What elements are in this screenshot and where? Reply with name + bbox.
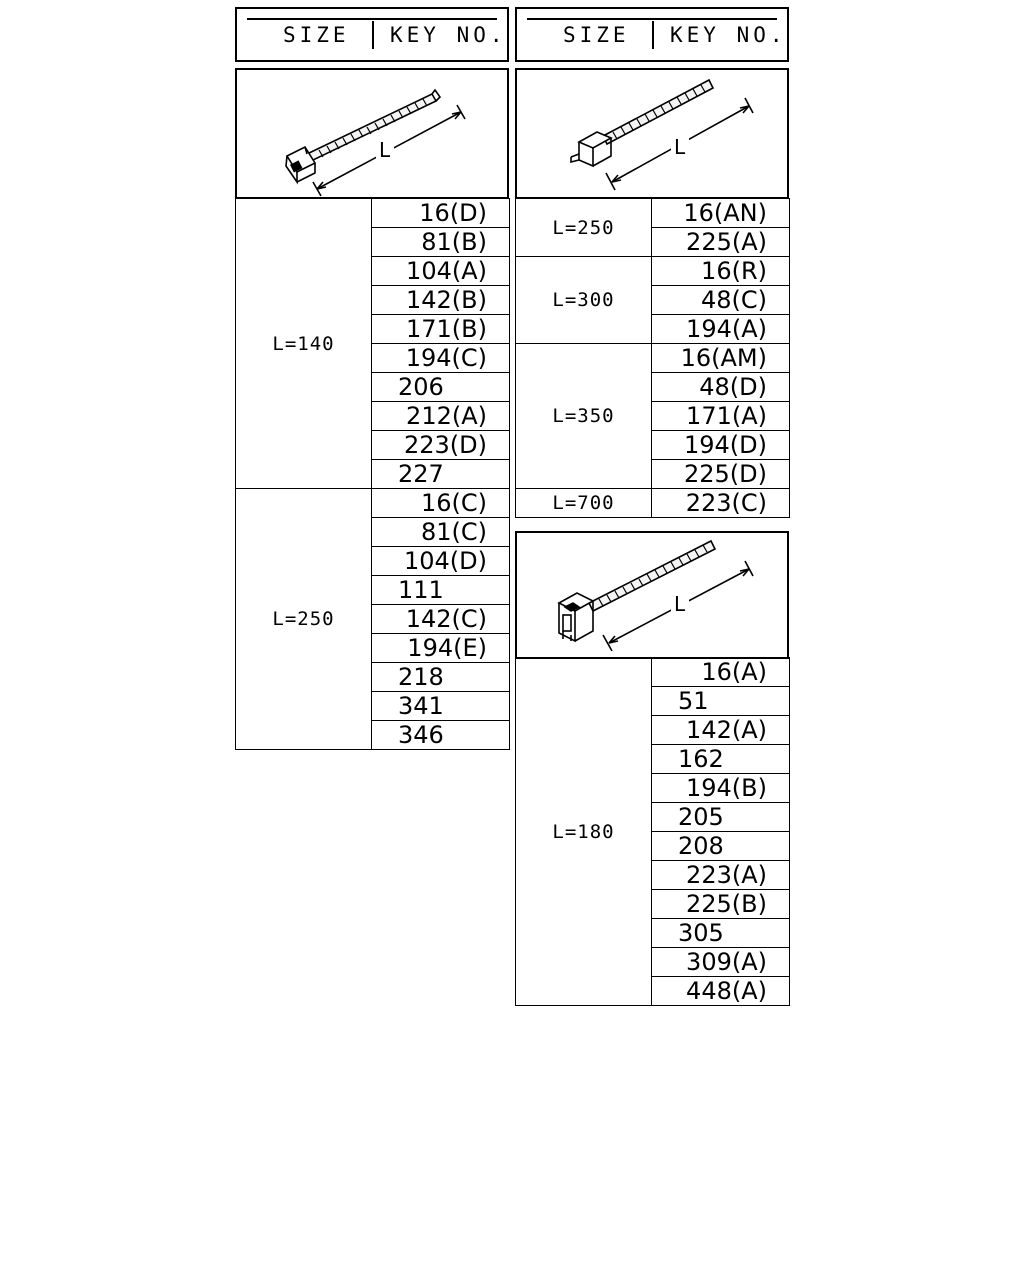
- key-no-column-header: KEY NO.: [670, 23, 787, 47]
- length-label: L: [674, 135, 686, 159]
- left-parts-table: [235, 198, 510, 750]
- key-number-cell: 142(C): [372, 605, 510, 634]
- key-number-cell: 16(D): [372, 199, 510, 228]
- key-number-cell: 194(A): [652, 315, 790, 344]
- key-number-cell: 225(D): [652, 460, 790, 489]
- right-top-cable-tie-figure: [515, 68, 789, 199]
- key-number-cell: 223(A): [652, 861, 790, 890]
- key-number-cell: 111: [372, 576, 510, 605]
- size-cell: L=350: [516, 344, 652, 489]
- key-number-cell: 227: [372, 460, 510, 489]
- left-cable-tie-figure: [235, 68, 509, 199]
- size-cell: L=700: [516, 489, 652, 518]
- header-divider: [652, 21, 654, 49]
- table-row: [516, 199, 790, 228]
- key-number-cell: 223(C): [652, 489, 790, 518]
- right-bottom-parts-table: [515, 657, 790, 1006]
- key-number-cell: 16(R): [652, 257, 790, 286]
- key-number-cell: 162: [652, 745, 790, 774]
- key-number-cell: 194(D): [652, 431, 790, 460]
- table-row: [516, 344, 790, 373]
- table-row: [236, 489, 510, 518]
- table-row: [516, 489, 790, 518]
- key-number-cell: 142(B): [372, 286, 510, 315]
- key-number-cell: 16(AM): [652, 344, 790, 373]
- key-number-cell: 225(A): [652, 228, 790, 257]
- key-number-cell: 448(A): [652, 977, 790, 1006]
- key-number-cell: 225(B): [652, 890, 790, 919]
- key-number-cell: 48(D): [652, 373, 790, 402]
- size-column-header: SIZE: [563, 23, 630, 47]
- cable-tie-square-head-icon: [517, 70, 787, 197]
- key-number-cell: 81(B): [372, 228, 510, 257]
- key-number-cell: 305: [652, 919, 790, 948]
- key-number-cell: 48(C): [652, 286, 790, 315]
- key-number-cell: 194(B): [652, 774, 790, 803]
- key-number-cell: 16(AN): [652, 199, 790, 228]
- key-number-cell: 194(E): [372, 634, 510, 663]
- key-number-cell: 223(D): [372, 431, 510, 460]
- right-bottom-cable-tie-figure: [515, 531, 789, 659]
- size-cell: L=250: [236, 489, 372, 750]
- left-header: [235, 7, 509, 62]
- right-header: [515, 7, 789, 62]
- key-number-cell: 341: [372, 692, 510, 721]
- key-number-cell: 212(A): [372, 402, 510, 431]
- header-rule: [247, 18, 497, 20]
- key-number-cell: 171(A): [652, 402, 790, 431]
- key-number-cell: 171(B): [372, 315, 510, 344]
- key-number-cell: 16(A): [652, 658, 790, 687]
- length-label: L: [674, 592, 686, 616]
- size-cell: L=250: [516, 199, 652, 257]
- header-divider: [372, 21, 374, 49]
- key-number-cell: 208: [652, 832, 790, 861]
- length-label: L: [379, 138, 391, 162]
- key-no-column-header: KEY NO.: [390, 23, 507, 47]
- key-number-cell: 205: [652, 803, 790, 832]
- key-number-cell: 309(A): [652, 948, 790, 977]
- size-cell: L=300: [516, 257, 652, 344]
- key-number-cell: 206: [372, 373, 510, 402]
- key-number-cell: 346: [372, 721, 510, 750]
- key-number-cell: 218: [372, 663, 510, 692]
- table-row: [516, 658, 790, 687]
- key-number-cell: 194(C): [372, 344, 510, 373]
- key-number-cell: 104(D): [372, 547, 510, 576]
- size-column-header: SIZE: [283, 23, 350, 47]
- cable-tie-angled-head-icon: [237, 70, 507, 197]
- key-number-cell: 142(A): [652, 716, 790, 745]
- key-number-cell: 51: [652, 687, 790, 716]
- size-cell: L=140: [236, 199, 372, 489]
- key-number-cell: 16(C): [372, 489, 510, 518]
- header-rule: [527, 18, 777, 20]
- key-number-cell: 104(A): [372, 257, 510, 286]
- key-number-cell: 81(C): [372, 518, 510, 547]
- cable-tie-mount-head-icon: [517, 533, 787, 657]
- right-top-parts-table: [515, 198, 790, 518]
- table-row: [516, 257, 790, 286]
- size-cell: L=180: [516, 658, 652, 1006]
- table-row: [236, 199, 510, 228]
